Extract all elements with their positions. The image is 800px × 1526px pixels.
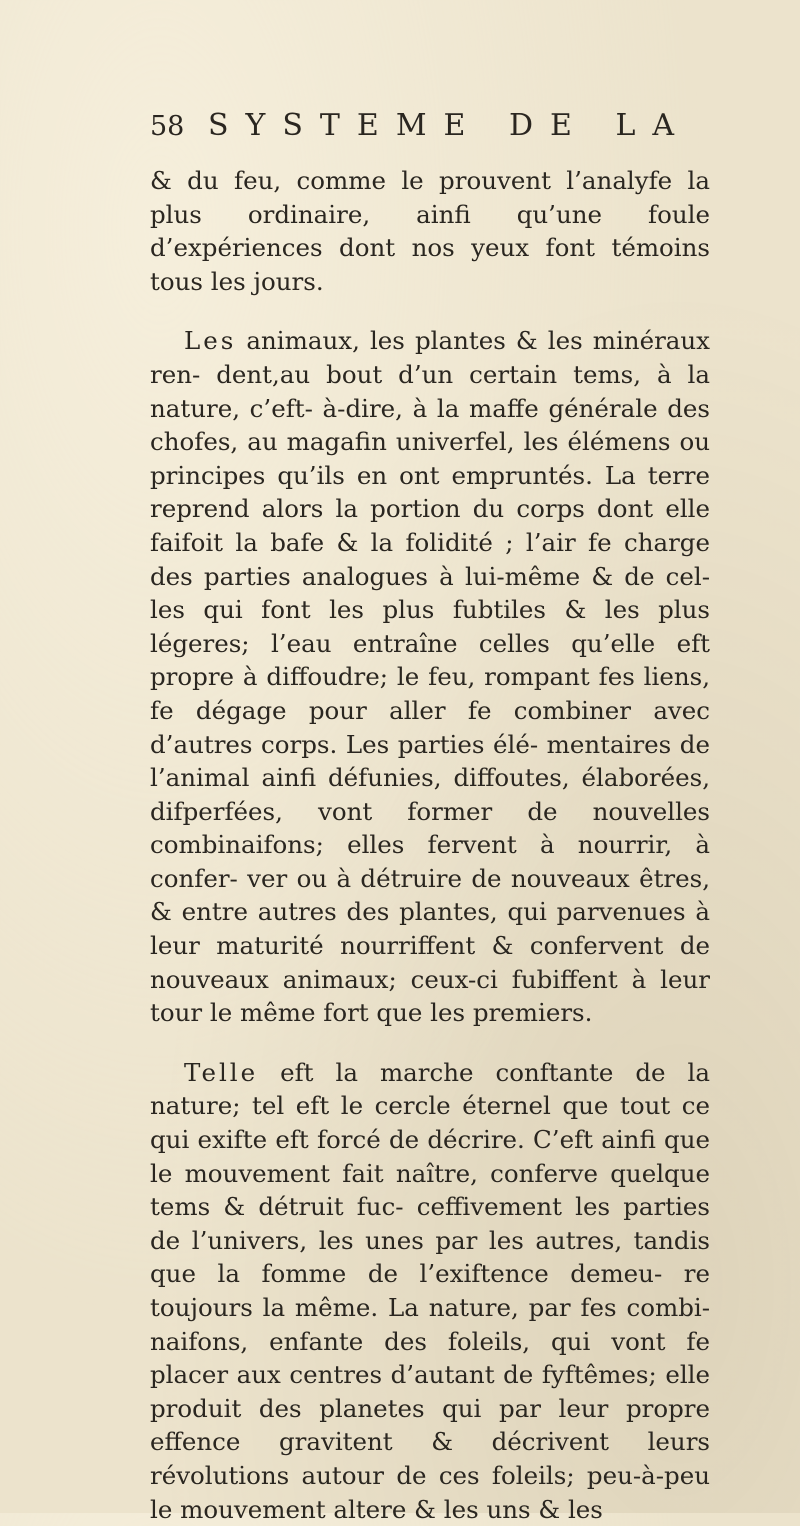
paragraph-3-lead: Telle: [184, 1057, 259, 1087]
running-head-title: SYSTEME DE LA: [208, 108, 692, 143]
running-head: [150, 108, 710, 143]
paragraph-2-lead: Les: [184, 326, 237, 356]
paragraph-2-text: animaux, les plantes & les minéraux ren- dent,au bout d’un certain tems, à la nature, c’eft- à-dire, à la maffe générale des chofes, au magafin univerfel, les élémens ou principes qu’ils en ont empruntés. La terre reprend alors la portion du corps dont elle faifoit la bafe & la folidité ; l’air fe charge des parties analogues à lui-même & de cel- les qui font les plus fubtiles & les plus légeres; l’eau entraîne celles qu’elle eft propre à diffoudre; le feu, rompant fes liens, fe dégage pour aller fe combiner avec d’autres corps. Les parties élé- mentaires de l’animal ainfi défunies, diffoutes, élaborées, difperfées, vont former de nouvelles combinaifons; elles fervent à nourrir, à confer- ver ou à détruire de nouveaux êtres, & entre autres des plantes, qui parvenues à leur maturité nourriffent & confervent de nouveaux animaux; ceux-ci fubiffent à leur tour le même fort que les premiers.: [150, 326, 710, 1028]
paragraph-2: [150, 324, 710, 1029]
body-text: [150, 164, 710, 1526]
page-number: 58: [150, 111, 185, 142]
paragraph-1-text: & du feu, comme le prouvent l’analyfe la plus ordinaire, ainfi qu’une foule d’expériences dont nos yeux font témoins tous les jours.: [150, 166, 710, 296]
paragraph-1: [150, 164, 710, 298]
paragraph-3: [150, 1056, 710, 1526]
paragraph-3-text: eft la marche conftante de la nature; tel eft le cercle éternel que tout ce qui exifte eft forcé de décrire. C’eft ainfi que le mouvement fait naître, conferve quelque tems & détruit fuc- ceffivement les parties de l’univers, les unes par les autres, tandis que la fomme de l’exiftence demeu- re toujours la même. La nature, par fes combi- naifons, enfante des foleils, qui vont fe placer aux centres d’autant de fyftêmes; elle produit des planetes qui par leur propre effence gravitent & décrivent leurs révolutions autour de ces foleils; peu-à-peu le mouvement altere & les uns & les: [150, 1057, 710, 1524]
